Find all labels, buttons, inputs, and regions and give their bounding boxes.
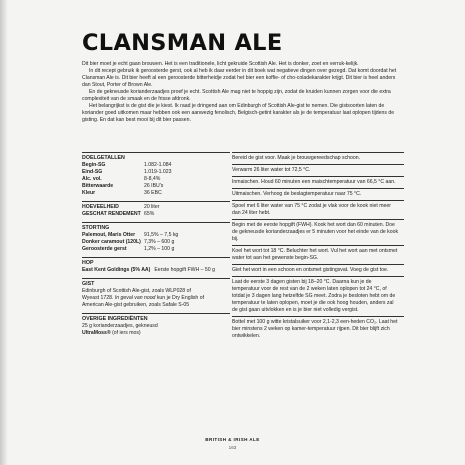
step-divider bbox=[232, 164, 404, 165]
spec-value: 1.019-1.023 bbox=[144, 169, 172, 175]
section-title: HOP bbox=[82, 260, 94, 266]
ingredient-line: 25 g korianderzaadjes, gekneusd bbox=[82, 323, 158, 329]
page-number: 163 bbox=[228, 445, 237, 450]
section-divider bbox=[82, 222, 230, 223]
step-divider bbox=[232, 316, 404, 317]
spec-value: 20 liter bbox=[144, 204, 160, 210]
malt-amount: 1,2% – 100 g bbox=[144, 246, 175, 252]
doelgetallen-section bbox=[82, 152, 230, 197]
step-text: Bereid de gist voor. Maak je brouwgereedschap schoon. bbox=[232, 155, 361, 161]
recipe-step bbox=[232, 316, 404, 340]
recipe-step bbox=[232, 152, 404, 162]
recipe-steps-column bbox=[232, 152, 404, 342]
intro-text bbox=[82, 61, 400, 124]
hop-name: East Kent Goldings (5% AA) bbox=[82, 267, 151, 273]
recipe-step bbox=[232, 188, 404, 198]
malt-amount: 91,5% – 7,5 kg bbox=[144, 232, 179, 238]
step-text: Laat de eerste 3 dagen gisten bij 18–20 °C. Daarna kun je de temperatuur voor de rest van de 2 weken laten oplopen tot 24 °C, of totdat je 3 dagen lang hetzelfde SG meet. Zodra je besloten hebt om de temperatuur te laten oplopen, moet je die ook hoog houden, anders zal de gist gaan uitvlokken en is je bier niet volledig vergist. bbox=[232, 279, 396, 313]
intro-paragraph: Het belangrijkst is de gist die je kiest. Ik raad je dringend aan om Edinburgh of Scottish Ale-gist te nemen. Die gistsoorten laten de koriander goed uitkomen maar hebben ook een aanwezig fenolisch, Belgisch-getint karakter als je de temperatuur laat oplopen tijdens de gisting. En dat kan best mooi bij dit bier passen. bbox=[82, 103, 395, 124]
spec-label: HOEVEELHEID bbox=[82, 204, 119, 210]
spec-value: 65% bbox=[144, 211, 155, 217]
hop-amount: Eerste hopgift FWH – 50 g bbox=[154, 267, 215, 273]
malt-row bbox=[82, 239, 230, 246]
step-text: Verwarm 26 liter water tot 72,5 °C. bbox=[232, 167, 311, 173]
section-divider bbox=[82, 152, 230, 153]
step-divider bbox=[232, 264, 404, 265]
step-divider bbox=[232, 219, 404, 220]
step-text: Giet het wort in een schoon en ontsmet gistingsvat. Voeg de gist toe. bbox=[232, 267, 389, 273]
step-divider bbox=[232, 276, 404, 277]
malt-name: Donker caramout (120L) bbox=[82, 239, 141, 245]
spec-row bbox=[82, 211, 230, 218]
yeast-text: kun je Dry English of bbox=[156, 295, 205, 301]
step-text: Uitmaischen. Verhoog de beslagtemperatuur naar 75 °C. bbox=[232, 191, 362, 197]
step-text: Spoel met 6 liter water van 75 °C zodat je vlak voor de kook niet meer dan 24 liter hebt. bbox=[232, 203, 391, 216]
spec-row bbox=[82, 176, 230, 183]
malt-name: Geroosterde gerst bbox=[82, 246, 127, 252]
recipe-specs-column bbox=[82, 152, 230, 341]
step-divider bbox=[232, 176, 404, 177]
page-gutter-shadow bbox=[0, 0, 8, 465]
section-title: STORTING bbox=[82, 225, 110, 231]
section-title: GIST bbox=[82, 281, 95, 287]
step-text: Inmaischen. Houd 60 minuten een maischtemperatuur van 66,5 °C aan. bbox=[232, 179, 396, 185]
recipe-step bbox=[232, 245, 404, 262]
recipe-step bbox=[232, 264, 404, 274]
step-text: Koel het wort tot 18 °C. Beluchter het wort. Vul het wort aan met ontsmet water tot aan het gewenste begin-SG. bbox=[232, 248, 398, 261]
yeast-line bbox=[82, 295, 230, 302]
spec-row bbox=[82, 183, 230, 190]
spec-label: GESCHAT RENDEMENT bbox=[82, 211, 141, 217]
recipe-step bbox=[232, 176, 404, 186]
hoeveelheid-section bbox=[82, 201, 230, 218]
ingredient-note: (of iers mos) bbox=[112, 330, 141, 336]
hop-row bbox=[82, 267, 230, 274]
overige-section bbox=[82, 313, 230, 337]
spec-label: Begin-SG bbox=[82, 162, 106, 168]
malt-amount: 7,3% – 600 g bbox=[144, 239, 175, 245]
spec-row bbox=[82, 169, 230, 176]
spec-label: Bitterwaarde bbox=[82, 183, 114, 189]
spec-row bbox=[82, 162, 230, 169]
spec-value: 26 IBU's bbox=[144, 183, 164, 189]
spec-value: 1.082-1.084 bbox=[144, 162, 172, 168]
section-divider bbox=[82, 257, 230, 258]
spec-value: 36 EBC bbox=[144, 190, 162, 196]
spec-row bbox=[82, 190, 230, 197]
recipe-step bbox=[232, 219, 404, 243]
spec-row bbox=[82, 204, 230, 211]
section-title: OVERIGE INGREDIËNTEN bbox=[82, 316, 148, 322]
spec-value: 8-8,4% bbox=[144, 176, 161, 182]
gist-section bbox=[82, 278, 230, 309]
spec-label: Eind-SG bbox=[82, 169, 103, 175]
section-title: DOELGETALLEN bbox=[82, 155, 125, 161]
section-divider bbox=[82, 201, 230, 202]
step-divider bbox=[232, 200, 404, 201]
spec-label: Kleur bbox=[82, 190, 96, 196]
step-divider bbox=[232, 188, 404, 189]
step-text: Bottel met 100 g witte kristalsuiker voor 2,1-2,3 een-heden CO₂. Laat het bier minstens 2 weken op kamer-temperatuur rijpen. Dit bier blijft zich ontwikkelen. bbox=[232, 319, 398, 339]
step-text: Begin met de eerste hopgift (FWH). Kook het wort dan 60 minuten. Doe de gekneusde korianderzaadjes er 5 minuten voor het einde van de kook bij. bbox=[232, 222, 399, 242]
yeast-line: American Ale-gist gebruiken, zoals Safale S-05 bbox=[82, 302, 190, 308]
recipe-step bbox=[232, 276, 404, 314]
spec-label: Alc. vol. bbox=[82, 176, 102, 182]
intro-paragraph: En de gekneusde korianderzaadjes proef je echt. Scottish Ale mag niet te hoppig zijn, zodat de kruiden kunnen zorgen voor die extra complexiteit van de smaak en de frisse afdronk. bbox=[82, 89, 391, 103]
malt-row bbox=[82, 232, 230, 239]
recipe-step bbox=[232, 164, 404, 174]
intro-paragraph: Dit bier moet je echt gaan brouwen. Het is een traditionele, licht gekruide Scottish Ale. Het is donker, zoet en verruk-kelijk. bbox=[82, 61, 359, 67]
malt-name: Palemout, Maris Otter bbox=[82, 232, 136, 238]
running-footer-section: BRITISH & IRISH ALE bbox=[205, 437, 260, 442]
recipe-step bbox=[232, 200, 404, 217]
yeast-emphasis: In geval van nood bbox=[114, 295, 156, 301]
step-divider bbox=[232, 152, 404, 153]
hop-section bbox=[82, 257, 230, 274]
yeast-line: Edinburgh of Scottish Ale-gist, zoals WLP028 of bbox=[82, 288, 191, 294]
malt-row bbox=[82, 246, 230, 253]
ingredient-name: UltraMoss® bbox=[82, 330, 111, 336]
recipe-title: CLANSMAN ALE bbox=[82, 30, 283, 56]
section-divider bbox=[82, 278, 230, 279]
ingredient-line bbox=[82, 330, 230, 337]
yeast-text: Wyeast 1728. bbox=[82, 295, 114, 301]
intro-paragraph: In dit recept gebruik ik geroosterde gerst, ook al heb ik daar eerder in dit boek wat negatieve dingen over gezegd. Dat komt doordat het Clansman Ale is. Dit bier heeft al een geroosterde bitterheidje zodat het bier een koffie- of cho-coladekarakter krijgt. Dit bier is heel anders dan Stout, Porter of Brown Ale. bbox=[82, 68, 397, 89]
section-divider bbox=[82, 313, 230, 314]
storting-section bbox=[82, 222, 230, 253]
step-divider bbox=[232, 245, 404, 246]
